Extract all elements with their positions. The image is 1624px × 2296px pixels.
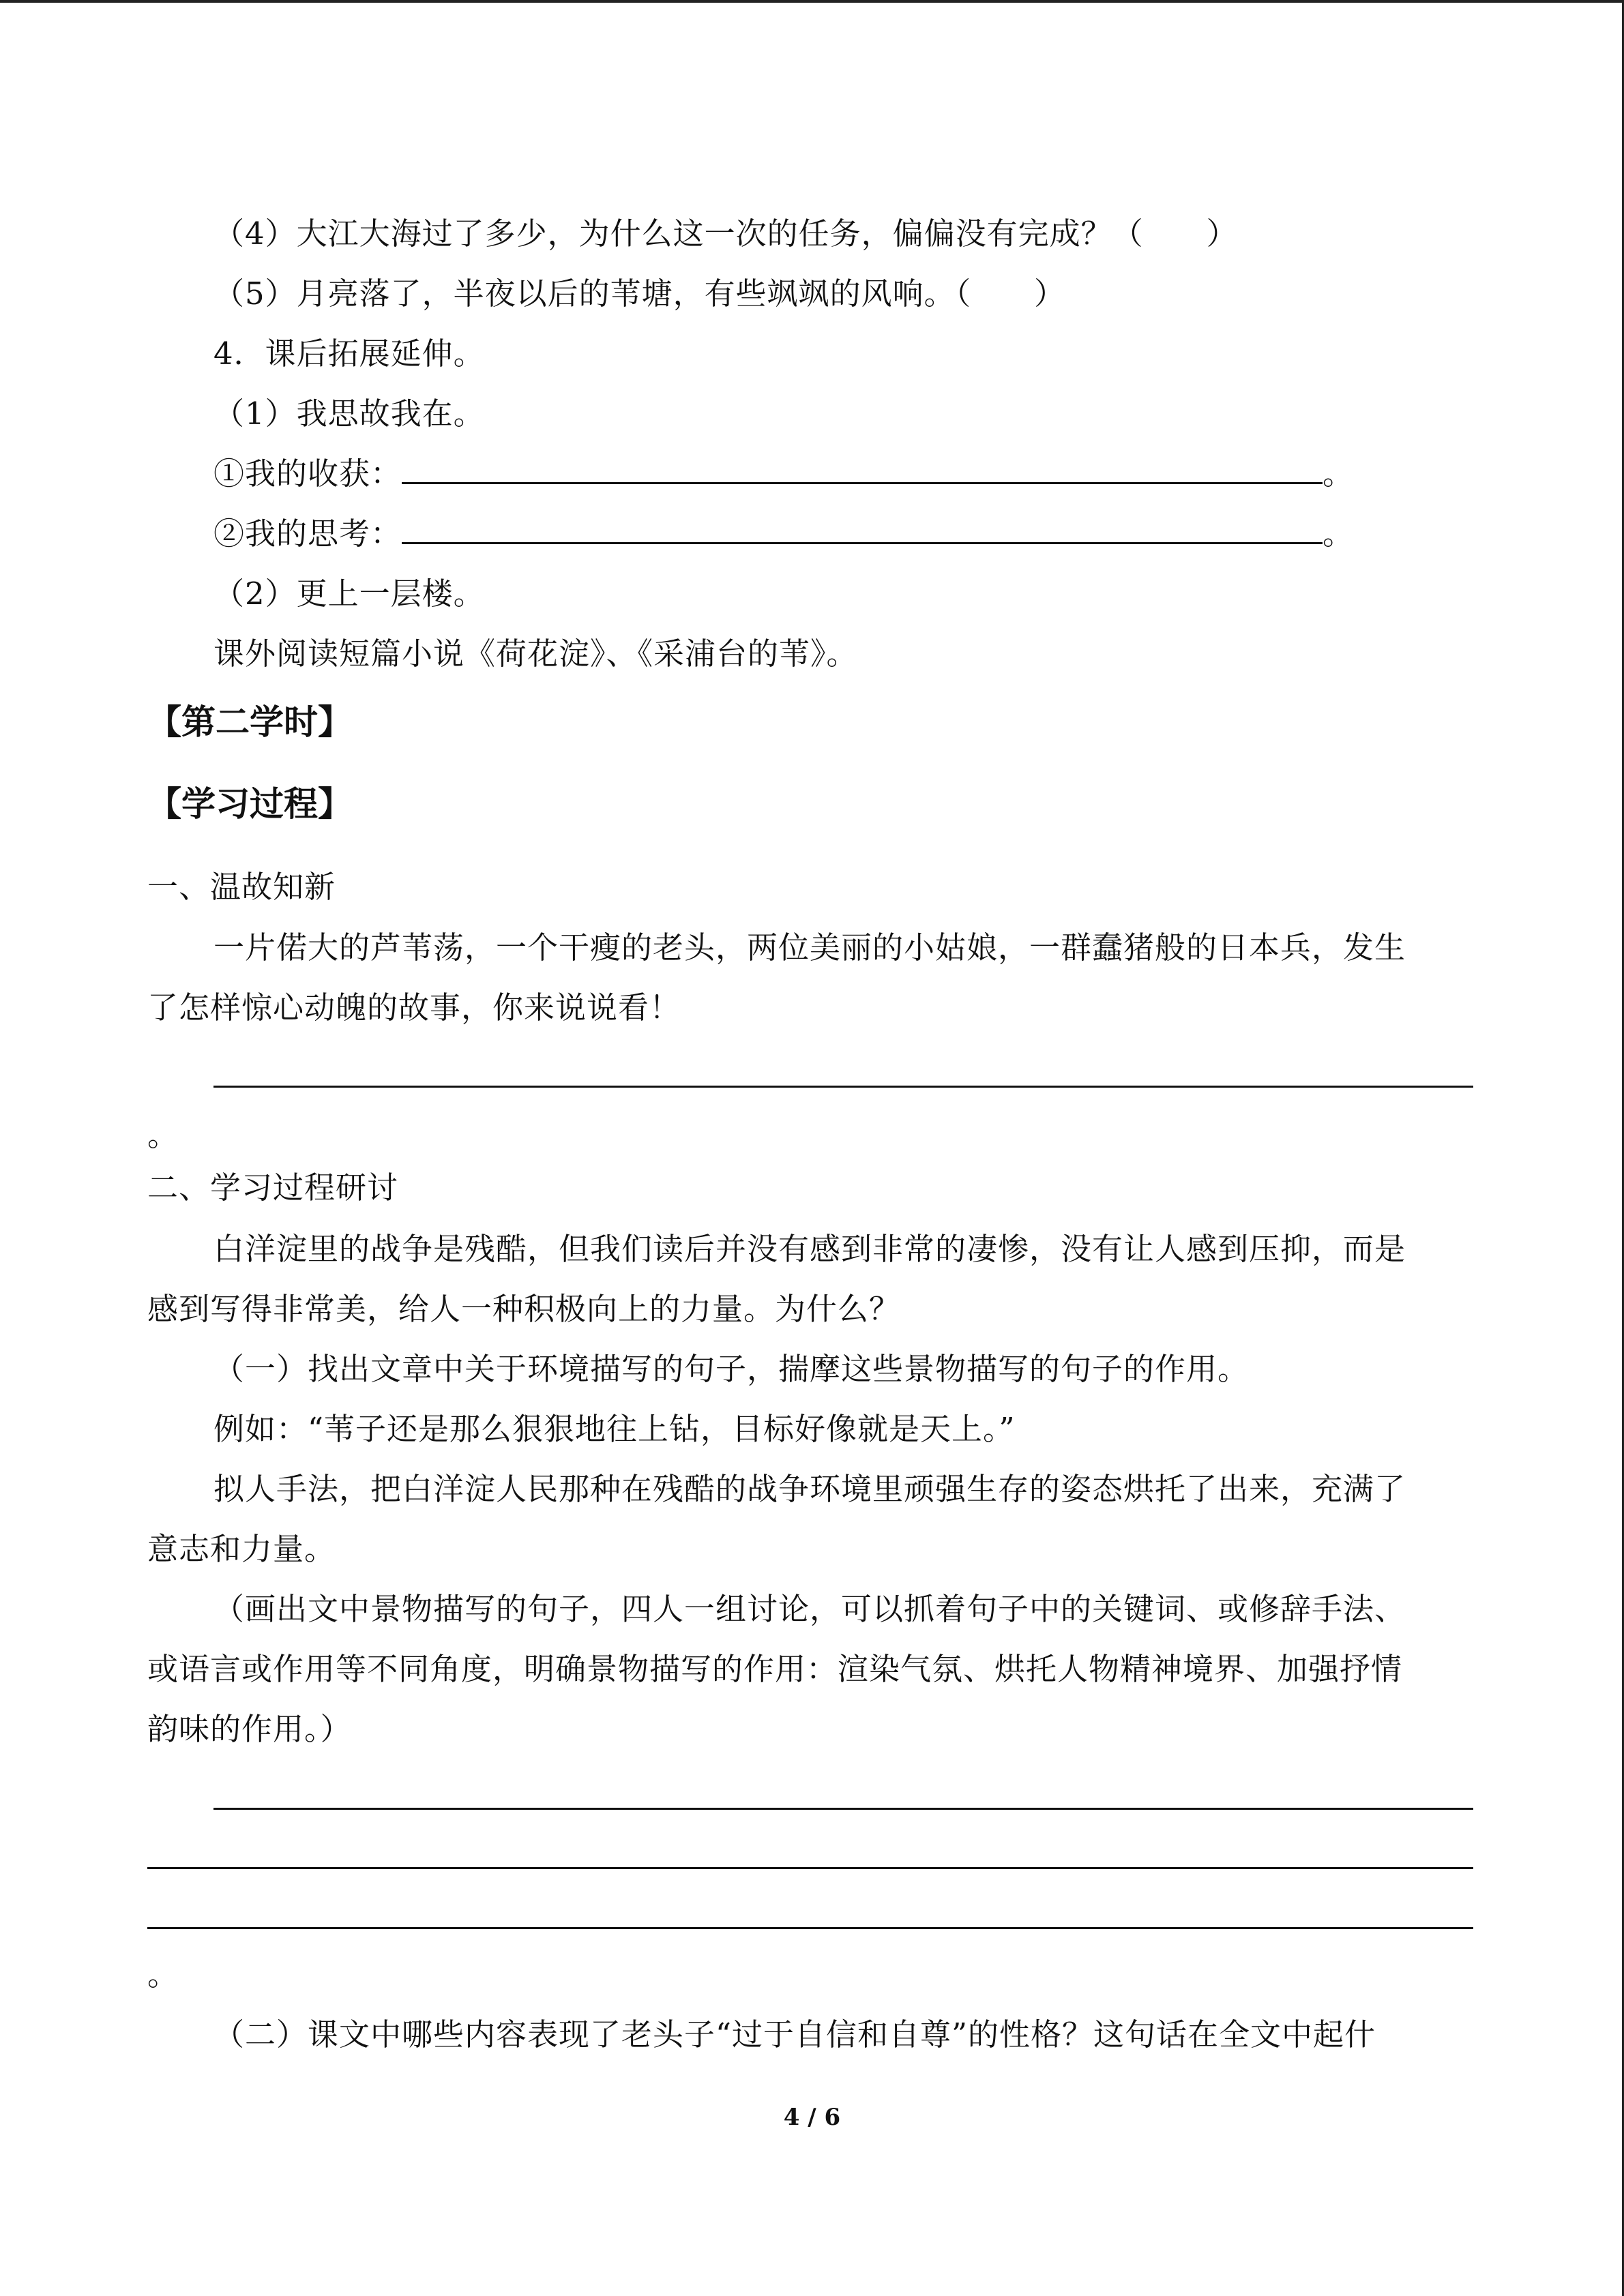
sub-question-1: （一）找出文章中关于环境描写的句子，揣摩这些景物描写的句子的作用。 (213, 1351, 1250, 1387)
question-4: （4）大江大海过了多少，为什么这一次的任务，偏偏没有完成？（ ） (213, 215, 1238, 252)
part-2-paragraph-line-1: 白洋淀里的战争是残酷，但我们读后并没有感到非常的凄惨，没有让人感到压抑，而是 (213, 1231, 1406, 1267)
part-2-paragraph-line-2: 感到写得非常美，给人一种积极向上的力量。为什么？ (147, 1291, 901, 1327)
part-1-end-mark: 。 (147, 1117, 179, 1153)
section-4-part-2: （2）更上一层楼。 (213, 576, 485, 612)
note-line-3: 韵味的作用。） (147, 1711, 352, 1747)
think-end-mark: 。 (1323, 516, 1355, 552)
part-2-title: 二、学习过程研讨 (147, 1169, 399, 1206)
think-answer-blank[interactable] (402, 515, 1323, 544)
page-top-border (0, 0, 1624, 3)
part-1-paragraph-line-2: 了怎样惊心动魄的故事，你来说说看！ (147, 989, 681, 1026)
section-4-part-1: （1）我思故我在。 (213, 396, 485, 432)
think-label: ②我的思考： (213, 516, 402, 552)
part-1-title: 一、温故知新 (147, 869, 336, 905)
note-line-2: 或语言或作用等不同角度，明确景物描写的作用：渲染气氛、烘托人物精神境界、加强抒情 (147, 1651, 1403, 1687)
page-number: 4 / 6 (783, 2104, 841, 2131)
part-1-paragraph-line-1: 一片偌大的芦苇荡，一个干瘦的老头，两位美丽的小姑娘，一群蠢猪般的日本兵，发生 (213, 929, 1406, 966)
sub-question-2: （二）课文中哪些内容表现了老头子“过于自信和自尊”的性格？这句话在全文中起什 (213, 2016, 1376, 2053)
part-2-end-mark: 。 (147, 1956, 179, 1993)
gain-answer-blank[interactable] (402, 455, 1323, 484)
note-line-1: （画出文中景物描写的句子，四人一组讨论，可以抓着句子中的关键词、或修辞手法、 (213, 1591, 1406, 1627)
question-5: （5）月亮落了，半夜以后的苇塘，有些飒飒的风响。（ ） (213, 275, 1066, 312)
part-1-answer-line[interactable] (213, 1086, 1473, 1088)
part-2-answer-line-3[interactable] (147, 1927, 1473, 1929)
analysis-line-2: 意志和力量。 (147, 1531, 336, 1567)
section-4-title: 4．课后拓展延伸。 (213, 336, 485, 372)
part-2-answer-line-2[interactable] (147, 1867, 1473, 1869)
example-quote: 例如：“苇子还是那么狠狠地往上钻，目标好像就是天上。” (213, 1411, 1016, 1447)
lesson-2-heading: 【第二学时】 (147, 702, 352, 742)
gain-label: ①我的收获： (213, 456, 402, 492)
gain-end-mark: 。 (1323, 456, 1355, 492)
think-line (213, 513, 1354, 554)
analysis-line-1: 拟人手法，把白洋淀人民那种在残酷的战争环境里顽强生存的姿态烘托了出来，充满了 (213, 1471, 1406, 1507)
learning-process-heading: 【学习过程】 (147, 784, 352, 824)
gain-line (213, 453, 1354, 494)
extra-reading: 课外阅读短篇小说《荷花淀》、《采浦台的苇》。 (213, 636, 858, 672)
part-2-answer-line-1[interactable] (213, 1808, 1473, 1810)
